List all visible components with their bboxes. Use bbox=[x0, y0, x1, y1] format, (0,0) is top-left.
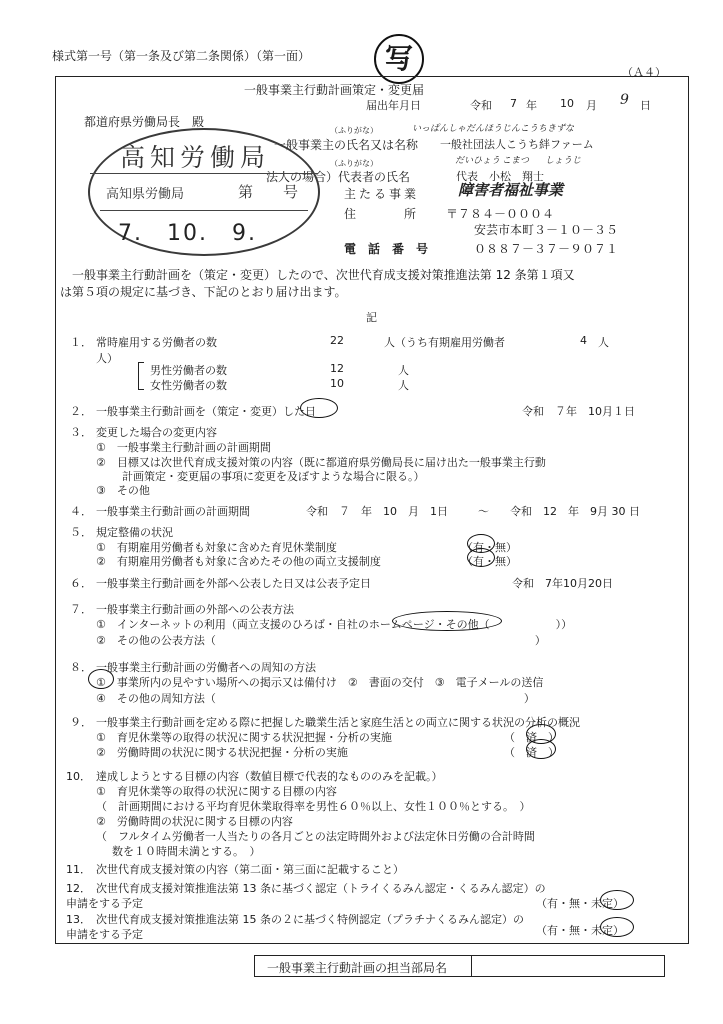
name-kana-label: （ふりがな） bbox=[330, 126, 378, 135]
item-3-option-3: ③ その他 bbox=[96, 484, 150, 497]
item-10-option-2-value-2: 数を１０時間未満とする。 ） bbox=[112, 845, 261, 858]
item-1-male: 12 bbox=[330, 362, 344, 375]
submit-date-m: 月 bbox=[586, 99, 597, 112]
item-10-option-2-value-1: （ フルタイム労働者一人当たりの各月ごとの法定時間外および法定休日労働の合計時間 bbox=[96, 830, 535, 843]
item-1-sub-value: 4 bbox=[580, 334, 587, 347]
item-7-text: 一般事業主行動計画の外部への公表方法 bbox=[96, 603, 294, 616]
phone-value: ０８８７－３７－９０７１ bbox=[474, 242, 619, 256]
item-4-from: 令和 ７ 年 10 月 1日 bbox=[306, 505, 448, 518]
form-title: 一般事業主行動計画策定・変更届 bbox=[244, 83, 425, 97]
item-11-no: 11． bbox=[66, 863, 91, 876]
item-1-unit: 人（うち有期雇用労働者 bbox=[384, 336, 505, 349]
item-9-option-2-value: （ 済 ） bbox=[504, 746, 559, 759]
submit-date-era: 令和 bbox=[470, 99, 492, 112]
item-1-male-unit: 人 bbox=[398, 364, 409, 377]
item-3-option-1: ① 一般事業主行動計画の計画期間 bbox=[96, 441, 271, 454]
rep-kana-family: こまつ bbox=[502, 156, 530, 166]
item-8-text: 一般事業主行動計画の労働者への周知の方法 bbox=[96, 661, 316, 674]
submit-date-label: 届出年月日 bbox=[366, 99, 421, 112]
item-8-option-1: ① 事業所内の見やすい場所への掲示又は備付け ② 書面の交付 ③ 電子メールの送信 bbox=[96, 676, 544, 689]
name-label: 一般事業主の氏名又は名称 bbox=[274, 138, 419, 152]
item-12-value: （有・無・未定） bbox=[536, 897, 624, 910]
item-4-tilde: ～ bbox=[478, 505, 489, 518]
item-11-text: 次世代育成支援対策の内容（第二面・第三面に記載すること） bbox=[96, 863, 404, 876]
item-6-no: ６． bbox=[70, 577, 92, 590]
copy-seal: 写 bbox=[374, 34, 424, 84]
item-5-option-2-circle bbox=[467, 548, 495, 567]
item-7-option-2: ② その他の公表方法（ ） bbox=[96, 634, 546, 647]
item-10-option-1: ① 育児休業等の取得の状況に関する目標の内容 bbox=[96, 785, 337, 798]
item-13-value: （有・無・未定） bbox=[536, 924, 624, 937]
item-5-option-2-value: （有・無） bbox=[462, 555, 517, 568]
stamp-bureau: 高知県労働局 bbox=[106, 187, 185, 202]
department-label: 一般事業主行動計画の担当部局名 bbox=[267, 961, 448, 975]
submit-date-month: 10 bbox=[560, 97, 574, 110]
item-5-option-2: ② 有期雇用労働者も対象に含めたその他の両立支援制度 bbox=[96, 555, 381, 568]
item-13-text-2: 申請をする予定 bbox=[66, 928, 143, 941]
name-kana: いっぱんしゃだんほうじんこうちきずな bbox=[412, 124, 575, 134]
stamp-divider bbox=[90, 173, 318, 174]
item-13-no: 13． bbox=[66, 913, 91, 926]
item-2-no: ２． bbox=[70, 405, 92, 418]
item-4-to: 令和 12 年 9月 30 日 bbox=[510, 505, 640, 518]
rep-label: 法人の場合）代表者の氏名 bbox=[266, 170, 411, 184]
item-1-text: 常時雇用する労働者の数 bbox=[96, 336, 217, 349]
item-1-bracket bbox=[138, 362, 144, 390]
item-5-option-1: ① 有期雇用労働者も対象に含めた育児休業制度 bbox=[96, 541, 337, 554]
rep-name: 代表 小松 翔士 bbox=[456, 170, 544, 183]
item-9-no: ９． bbox=[70, 716, 92, 729]
receipt-stamp bbox=[88, 128, 320, 256]
item-10-text: 達成しようとする目標の内容（数値目標で代表的なもののみを記載。） bbox=[96, 770, 443, 783]
item-3-no: ３． bbox=[70, 426, 92, 439]
item-5-text: 規定整備の状況 bbox=[96, 526, 173, 539]
item-1-sub-unit: 人 bbox=[598, 336, 609, 349]
item-1-female: 10 bbox=[330, 377, 344, 390]
item-13-text: 次世代育成支援対策推進法第 15 条の２に基づく特例認定（プラチナくるみん認定）の bbox=[96, 913, 524, 926]
item-2-date: 令和 ７年 10月１日 bbox=[522, 405, 635, 418]
rep-kana-label: （ふりがな） bbox=[330, 159, 378, 168]
item-12-text: 次世代育成支援対策推進法第 13 条に基づく認定（トライくるみん認定・くるみん認定）の bbox=[96, 882, 546, 895]
item-9-option-1: ① 育児休業等の取得の状況に関する状況把握・分析の実施 bbox=[96, 731, 392, 744]
item-9-option-1-value: （ 済 ） bbox=[504, 731, 559, 744]
item-7-option-1-circle bbox=[392, 611, 502, 631]
submit-date-year: 7 bbox=[510, 97, 517, 110]
item-1-close: 人） bbox=[96, 352, 118, 365]
item-1-no: １． bbox=[70, 336, 92, 349]
item-9-option-2: ② 労働時間の状況に関する状況把握・分析の実施 bbox=[96, 746, 348, 759]
phone-label: 電 話 番 号 bbox=[344, 242, 429, 256]
rep-kana-given: しょうじ bbox=[545, 156, 582, 166]
item-1-female-label: 女性労働者の数 bbox=[150, 379, 227, 392]
addressee: 都道府県労働局長 殿 bbox=[84, 115, 205, 129]
item-1-value: 22 bbox=[330, 334, 344, 347]
department-box bbox=[254, 955, 665, 977]
item-3-option-2a: ② 目標又は次世代育成支援対策の内容（既に都道府県労働局長に届け出た一般事業主行動 bbox=[96, 456, 546, 469]
item-2-circle bbox=[300, 398, 338, 418]
business-label: 主たる事業 bbox=[344, 187, 420, 201]
item-5-option-1-value: （有・無） bbox=[462, 541, 517, 554]
item-9-text: 一般事業主行動計画を定める際に把握した職業生活と家庭生活との両立に関する状況の分析の概況 bbox=[96, 716, 580, 729]
item-1-female-unit: 人 bbox=[398, 379, 409, 392]
item-9-option-2-circle bbox=[526, 739, 556, 759]
item-7-option-1: ① インターネットの利用（両立支援のひろば・自社のホームページ・その他（ ）） bbox=[96, 618, 573, 631]
submit-date-y: 年 bbox=[526, 99, 537, 112]
item-3-text: 変更した場合の変更内容 bbox=[96, 426, 217, 439]
item-12-no: 12． bbox=[66, 882, 91, 895]
item-13-circle bbox=[600, 917, 634, 937]
item-8-option-2: ④ その他の周知方法（ ） bbox=[96, 692, 535, 705]
stamp-number: 第 号 bbox=[238, 183, 299, 201]
rep-kana-title: だいひょう bbox=[455, 156, 501, 166]
item-12-text-2: 申請をする予定 bbox=[66, 897, 143, 910]
submit-date-d: 日 bbox=[640, 99, 651, 112]
item-10-option-1-value: （ 計画期間における平均育児休業取得率を男性６０％以上、女性１００％とする。 ） bbox=[96, 800, 531, 813]
item-8-no: ８． bbox=[70, 661, 92, 674]
address-label: 住 所 bbox=[344, 207, 417, 221]
item-5-no: ５． bbox=[70, 526, 92, 539]
stamp-divider-2 bbox=[100, 210, 308, 211]
item-7-no: ７． bbox=[70, 603, 92, 616]
address-value: 安芸市本町３－１０－３５ bbox=[474, 223, 619, 237]
postal-code: 〒７８４－０００４ bbox=[446, 207, 555, 221]
item-10-no: 10． bbox=[66, 770, 91, 783]
paper-size: （Ａ４） bbox=[622, 66, 666, 79]
item-6-text: 一般事業主行動計画を外部へ公表した日又は公表予定日 bbox=[96, 577, 371, 590]
item-2-text: 一般事業主行動計画を（策定・変更）した日 bbox=[96, 405, 316, 418]
submit-date-day: 9 bbox=[620, 92, 629, 108]
name-value: 一般社団法人こうち絆ファーム bbox=[440, 138, 594, 151]
item-10-option-2: ② 労働時間の状況に関する目標の内容 bbox=[96, 815, 293, 828]
item-3-option-2b: 計画策定・変更届の事項に変更を及ぼすような場合に限る。） bbox=[122, 470, 425, 483]
item-12-circle bbox=[600, 890, 634, 910]
department-divider bbox=[471, 956, 472, 976]
intro-line-1: 一般事業主行動計画を（策定・変更）したので、次世代育成支援対策推進法第 12 条第１項又 bbox=[60, 268, 575, 282]
business-value: 障害者福祉事業 bbox=[458, 181, 564, 199]
item-4-text: 一般事業主行動計画の計画期間 bbox=[96, 505, 250, 518]
item-6-date: 令和 7年10月20日 bbox=[512, 577, 613, 590]
stamp-date: 7. 10. 9. bbox=[118, 221, 257, 246]
form-number: 様式第一号（第一条及び第二条関係）（第一面） bbox=[52, 49, 311, 63]
item-8-option-1-circle bbox=[88, 669, 114, 689]
item-1-male-label: 男性労働者の数 bbox=[150, 364, 227, 377]
stamp-office: 高知労働局 bbox=[120, 143, 271, 172]
intro-line-2: は第５項の規定に基づき、下記のとおり届け出ます。 bbox=[60, 285, 347, 299]
item-4-no: ４． bbox=[70, 505, 92, 518]
ki-heading: 記 bbox=[366, 311, 377, 324]
